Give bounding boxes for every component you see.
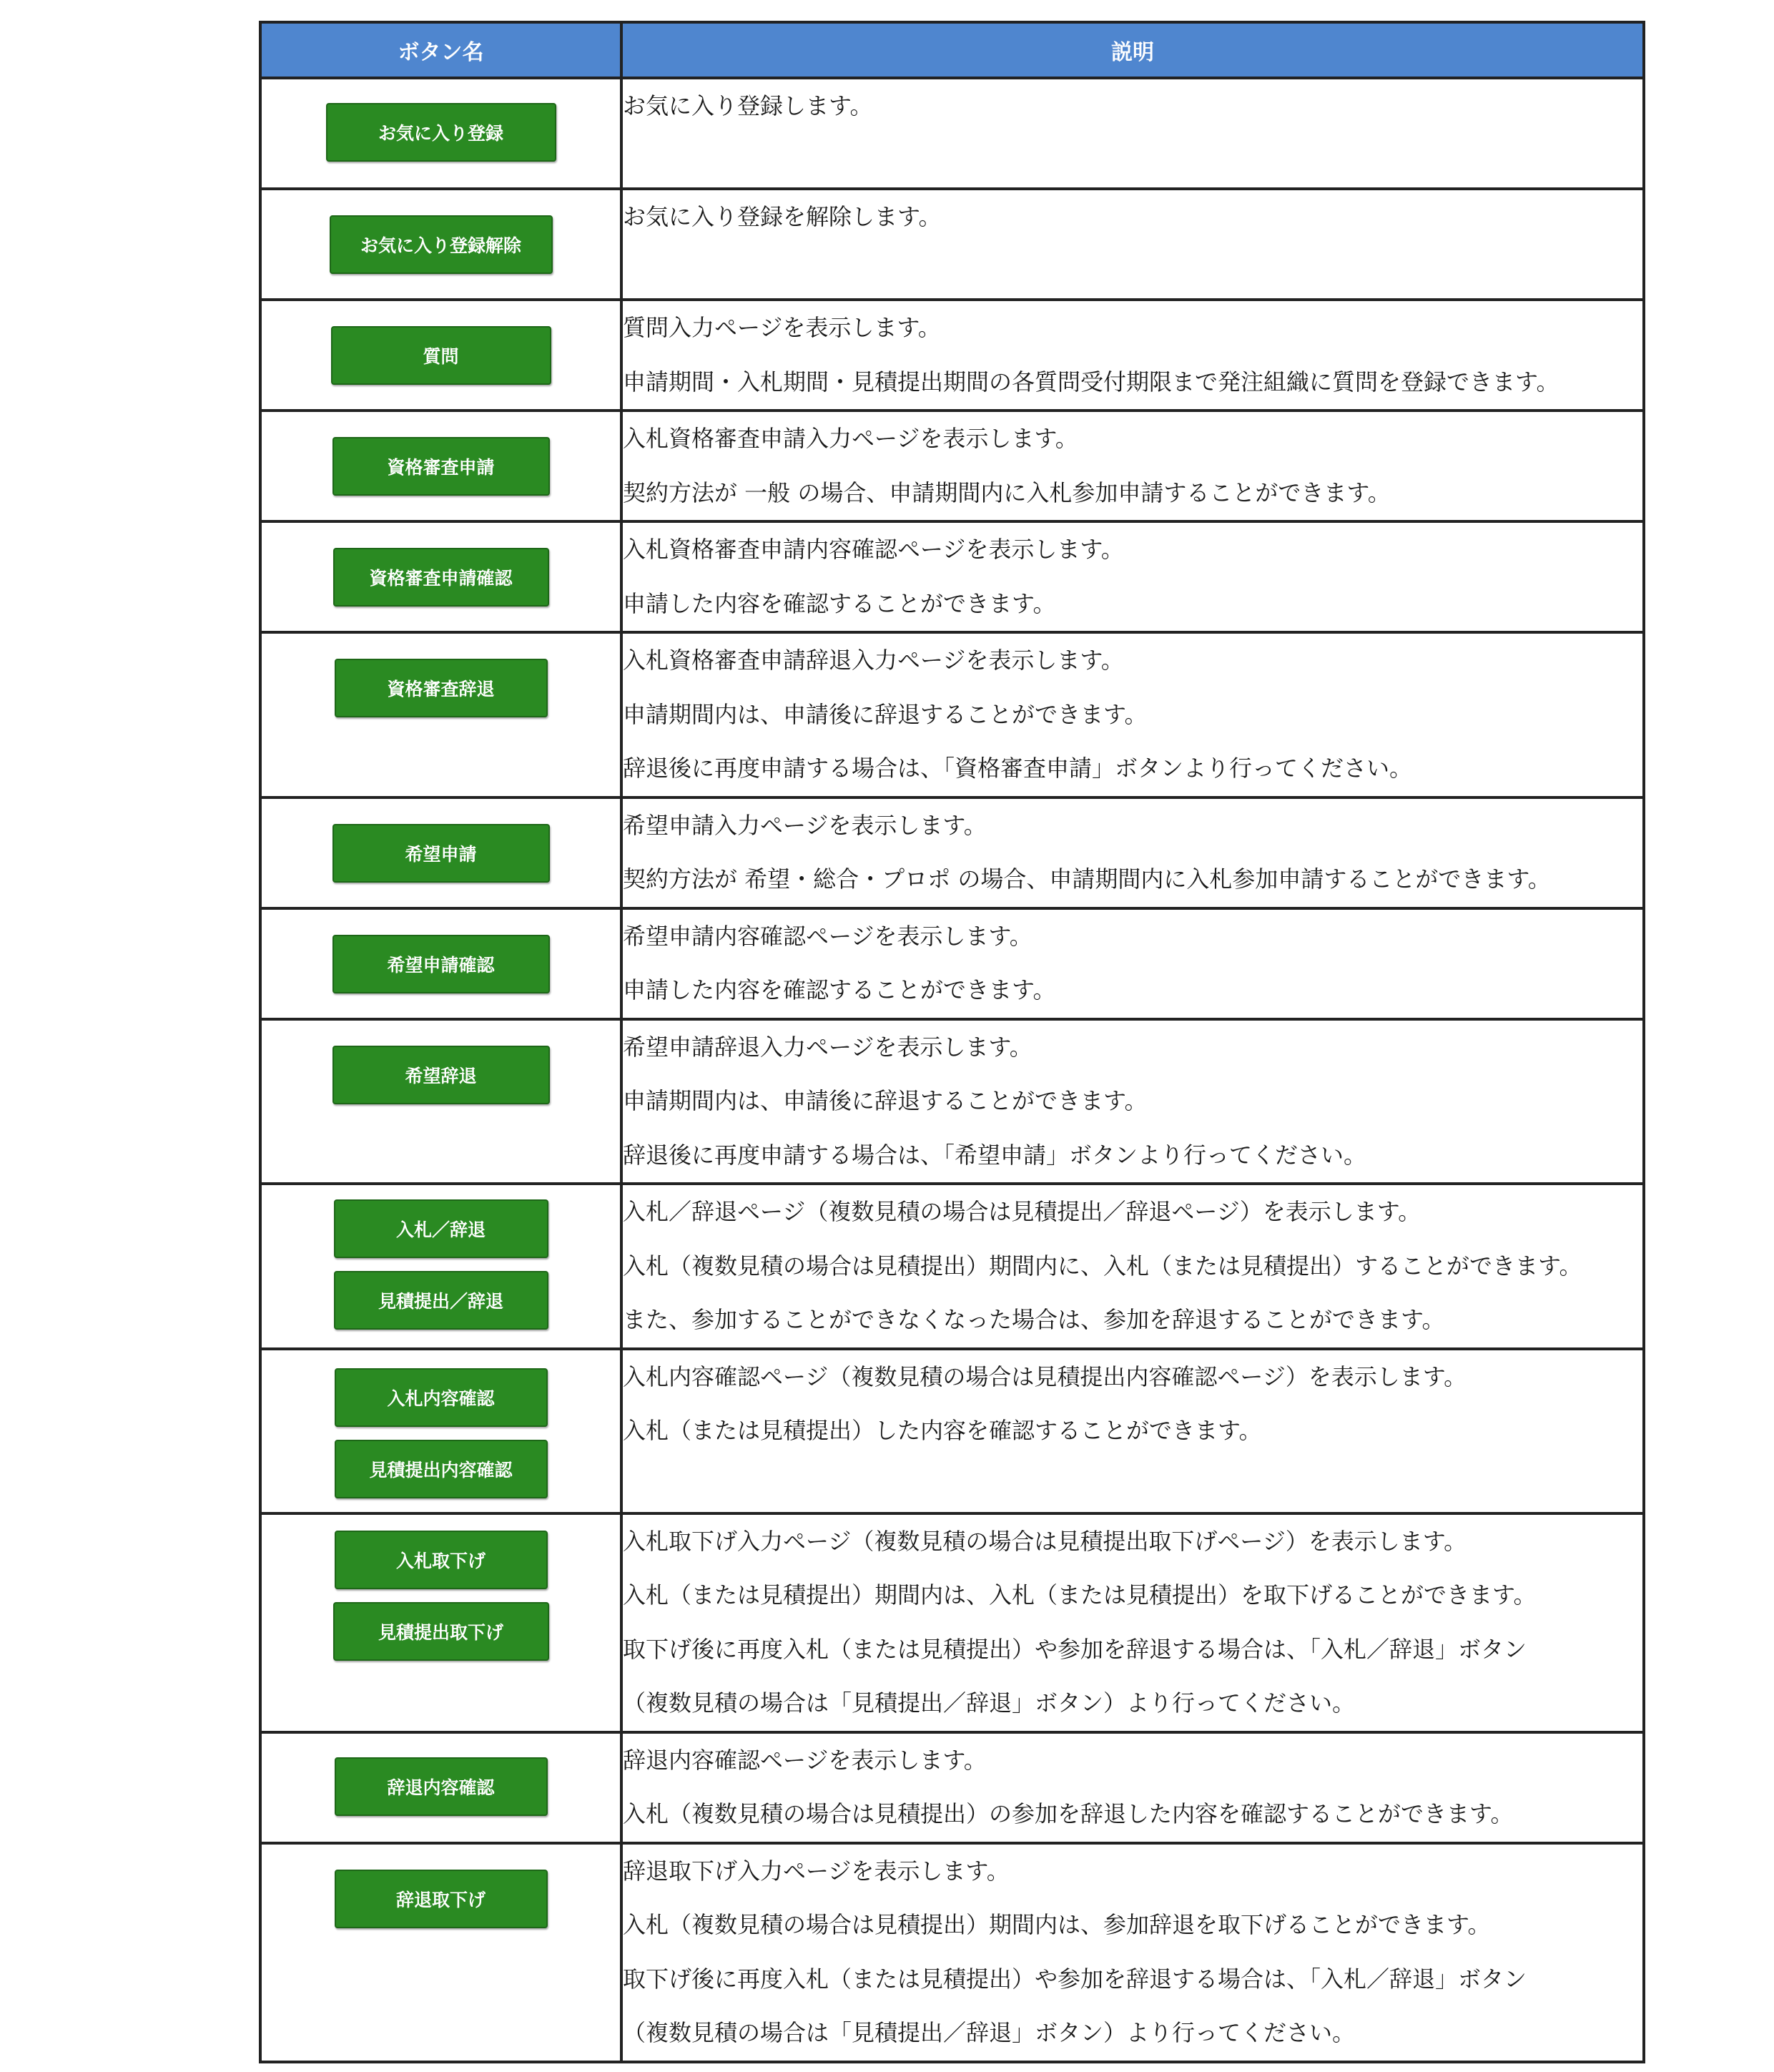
description-line: 辞退内容確認ページを表示します。 <box>623 1746 987 1774</box>
table-row <box>260 411 1644 521</box>
description-line: 入札（または見積提出）した内容を確認することができます。 <box>623 1417 1262 1444</box>
description-line: 入札／辞退ページ（複数見積の場合は見積提出／辞退ページ）を表示します。 <box>623 1198 1421 1225</box>
button-description-table <box>259 21 1645 2063</box>
description-line: 希望申請入力ページを表示します。 <box>623 811 987 839</box>
button-cell <box>260 189 621 300</box>
description-line: 入札資格審査申請入力ページを表示します。 <box>623 425 1078 452</box>
description-line: 入札資格審査申請内容確認ページを表示します。 <box>623 536 1124 563</box>
description-cell <box>621 1019 1644 1184</box>
table-row <box>260 300 1644 411</box>
description-line: 質問入力ページを表示します。 <box>623 314 941 341</box>
description-cell <box>621 1732 1644 1843</box>
action-button[interactable]: 辞退内容確認 <box>335 1757 548 1816</box>
description-line: 入札（複数見積の場合は見積提出）期間内は、参加辞退を取下げることができます。 <box>623 1911 1491 1938</box>
description-cell <box>621 78 1644 189</box>
description-line: 取下げ後に再度入札（または見積提出）や参加を辞退する場合は、「入札／辞退」ボタン <box>623 1965 1527 1993</box>
description-cell <box>621 300 1644 411</box>
table-row <box>260 78 1644 189</box>
button-cell <box>260 521 621 632</box>
action-button[interactable]: 希望申請確認 <box>332 935 550 993</box>
description-cell <box>621 1843 1644 2062</box>
description-cell <box>621 632 1644 797</box>
description-cell <box>621 189 1644 300</box>
button-cell <box>260 300 621 411</box>
description-line: 入札（複数見積の場合は見積提出）期間内に、入札（または見積提出）することができます。 <box>623 1252 1582 1280</box>
description-line: 申請期間内は、申請後に辞退することができます。 <box>623 1087 1148 1114</box>
table-row <box>260 1349 1644 1513</box>
button-cell <box>260 1732 621 1843</box>
table-row <box>260 797 1644 908</box>
table-row <box>260 1019 1644 1184</box>
button-cell <box>260 908 621 1019</box>
button-cell <box>260 1019 621 1184</box>
description-line: 申請期間内は、申請後に辞退することができます。 <box>623 700 1148 728</box>
table-header-row <box>260 22 1644 78</box>
description-line: お気に入り登録します。 <box>623 92 873 119</box>
action-button[interactable]: 入札内容確認 <box>335 1368 548 1427</box>
action-button[interactable]: 希望申請 <box>332 824 550 883</box>
description-line: 入札内容確認ページ（複数見積の場合は見積提出内容確認ページ）を表示します。 <box>623 1362 1467 1390</box>
button-cell <box>260 1843 621 2062</box>
action-button[interactable]: 見積提出取下げ <box>333 1602 549 1661</box>
button-cell <box>260 632 621 797</box>
description-line: 希望申請辞退入力ページを表示します。 <box>623 1033 1033 1061</box>
table-row <box>260 632 1644 797</box>
description-line: 申請した内容を確認することができます。 <box>623 976 1056 1003</box>
button-cell <box>260 1513 621 1732</box>
action-button[interactable]: お気に入り登録 <box>326 103 556 162</box>
description-cell <box>621 1513 1644 1732</box>
description-line: 申請期間・入札期間・見積提出期間の各質問受付期限まで発注組織に質問を登録できます。 <box>623 368 1559 396</box>
description-cell <box>621 1184 1644 1349</box>
action-button[interactable]: 辞退取下げ <box>335 1870 548 1928</box>
description-cell <box>621 521 1644 632</box>
description-cell <box>621 908 1644 1019</box>
description-line: 入札（または見積提出）期間内は、入札（または見積提出）を取下げることができます。 <box>623 1581 1537 1609</box>
action-button[interactable]: 質問 <box>331 326 551 385</box>
description-line: また、参加することができなくなった場合は、参加を辞退することができます。 <box>623 1306 1445 1333</box>
description-cell <box>621 411 1644 521</box>
action-button[interactable]: 入札取下げ <box>335 1531 548 1589</box>
table-row <box>260 1843 1644 2062</box>
header-description: 説明 <box>621 22 1644 78</box>
description-line: 辞退後に再度申請する場合は、「資格審査申請」ボタンより行ってください。 <box>623 755 1413 782</box>
description-line: 取下げ後に再度入札（または見積提出）や参加を辞退する場合は、「入札／辞退」ボタン <box>623 1635 1527 1663</box>
action-button[interactable]: 見積提出内容確認 <box>335 1440 548 1498</box>
button-cell <box>260 1349 621 1513</box>
description-line: 申請した内容を確認することができます。 <box>623 589 1056 617</box>
action-button[interactable]: 資格審査申請 <box>332 437 550 496</box>
description-line: 入札（複数見積の場合は見積提出）の参加を辞退した内容を確認することができます。 <box>623 1800 1514 1827</box>
description-cell <box>621 1349 1644 1513</box>
description-line: 契約方法が 一般 の場合、申請期間内に入札参加申請することができます。 <box>623 478 1391 506</box>
button-cell <box>260 797 621 908</box>
description-cell <box>621 797 1644 908</box>
description-line: （複数見積の場合は「見積提出／辞退」ボタン）より行ってください。 <box>623 2019 1356 2046</box>
description-line: 辞退後に再度申請する場合は、「希望申請」ボタンより行ってください。 <box>623 1141 1367 1169</box>
button-cell <box>260 411 621 521</box>
description-line: 入札取下げ入力ページ（複数見積の場合は見積提出取下げページ）を表示します。 <box>623 1527 1467 1555</box>
table-row <box>260 521 1644 632</box>
action-button[interactable]: 希望辞退 <box>332 1046 550 1104</box>
button-cell <box>260 1184 621 1349</box>
description-line: お気に入り登録を解除します。 <box>623 203 942 230</box>
action-button[interactable]: お気に入り登録解除 <box>330 215 553 274</box>
description-line: 希望申請内容確認ページを表示します。 <box>623 922 1033 950</box>
action-button[interactable]: 資格審査申請確認 <box>333 548 549 607</box>
table-row <box>260 189 1644 300</box>
action-button[interactable]: 入札／辞退 <box>334 1199 548 1258</box>
action-button[interactable]: 資格審査辞退 <box>335 659 548 717</box>
table-row <box>260 1732 1644 1843</box>
button-cell <box>260 78 621 189</box>
description-line: 契約方法が 希望・総合・プロポ の場合、申請期間内に入札参加申請することができます。 <box>623 865 1551 893</box>
header-button-name: ボタン名 <box>260 22 621 78</box>
table-row <box>260 908 1644 1019</box>
description-line: 辞退取下げ入力ページを表示します。 <box>623 1857 1010 1885</box>
table-row <box>260 1184 1644 1349</box>
action-button[interactable]: 見積提出／辞退 <box>334 1271 548 1330</box>
description-line: 入札資格審査申請辞退入力ページを表示します。 <box>623 647 1124 674</box>
table-row <box>260 1513 1644 1732</box>
description-line: （複数見積の場合は「見積提出／辞退」ボタン）より行ってください。 <box>623 1689 1356 1717</box>
